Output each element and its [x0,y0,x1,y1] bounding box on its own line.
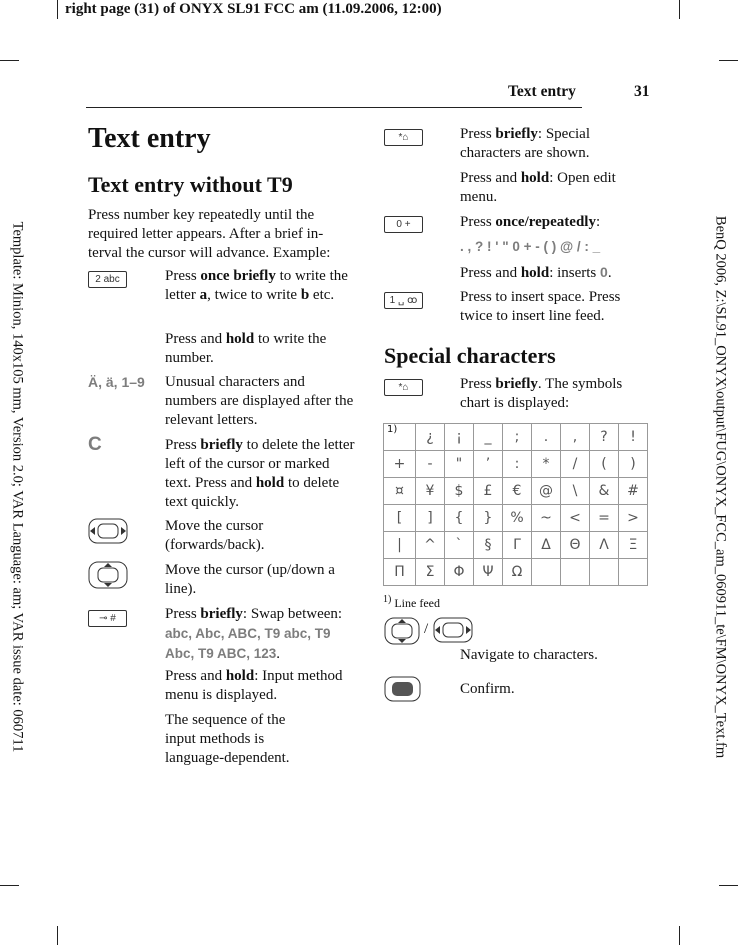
key-2-icon: 2 abc [88,271,127,288]
hash-hold-description: Press and hold: Input method menu is displayed. [165,668,343,703]
symbol-cell: , [561,424,590,451]
running-head: Text entry [508,83,576,100]
symbol-cell: ` [445,532,474,559]
symbol-cell: } [474,505,503,532]
footnote: $^{1)}$ Line feed [383,594,440,610]
one-description: Press to insert space. Press twice to insert line feed. [460,289,621,324]
symbol-cell: Φ [445,559,474,586]
symbol-cell: | [384,532,416,559]
nav-left-right-icon [88,518,128,544]
zero-key-icon: 0 + [384,216,423,233]
symbol-cell: & [590,478,619,505]
symbols-chart [383,423,648,586]
nav-up-down-icon [88,561,128,589]
umlaut-description: Unusual characters and numbers are displayed after the relevant letters. [165,374,354,428]
symbol-cell: > [619,505,648,532]
symbol-cell: Ξ [619,532,648,559]
symbol-cell [532,559,561,586]
symbols-row [384,478,648,505]
symbol-cell: = [590,505,619,532]
symbol-cell: ¤ [384,478,416,505]
crop-mark [679,0,680,19]
symbol-cell: < [561,505,590,532]
symbol-cell: @ [532,478,561,505]
symbol-cell: Λ [590,532,619,559]
crop-mark [719,60,738,61]
nav-left-right-icon [433,617,473,643]
key-2-description: Press once briefly to write the letter a, twice to write b etc. [165,268,348,303]
symbol-cell: ¥ [416,478,445,505]
zero-description: Press once/repeatedly: [460,214,601,230]
special-star-description: Press briefly. The symbols chart is displayed: [460,376,623,411]
star-description: Press briefly: Special characters are shown. [460,126,590,161]
intro-paragraph: Press number key repeatedly until the required letter appears. After a brief in-terval the cursor will advance. Example: [88,207,331,261]
hash-sequence-note: The sequence of the input methods is language-dependent. [165,712,290,766]
nav-up-down-description: Move the cursor (up/down a line). [165,562,335,597]
zero-hold-description: Press and hold: inserts 0. [460,264,612,281]
symbol-cell: ] [416,505,445,532]
symbol-cell: \ [561,478,590,505]
crop-mark [0,60,19,61]
clear-key-label: C [88,434,102,455]
symbol-cell: Δ [532,532,561,559]
hash-key-icon: ⊸ # [88,610,127,627]
symbols-row [384,451,648,478]
symbol-cell: § [474,532,503,559]
symbol-cell [619,559,648,586]
star-key-icon-special: *⌂ [384,379,423,396]
symbol-cell: _ [474,424,503,451]
symbol-cell: 1) [384,424,416,451]
symbol-cell: ~ [532,505,561,532]
symbol-cell: " [445,451,474,478]
symbol-cell: Γ [503,532,532,559]
symbol-cell: Π [384,559,416,586]
nav-up-down-icon [384,617,420,645]
section-title: Text entry without T9 [88,172,293,197]
symbol-cell: £ [474,478,503,505]
symbol-cell: ’ [474,451,503,478]
input-modes-list: abc, Abc, ABC, T9 abc, T9 Abc, T9 ABC, 123 [165,626,331,661]
page-number: 31 [634,83,650,100]
symbol-cell: ; [503,424,532,451]
symbol-cell: € [503,478,532,505]
file-path-side-text: BenQ 2006, Z:\SL91_ONYX\output\FUG\ONYX_FCC_am_060911_te\FM\ONYX_Text.fm [712,215,729,759]
zero-characters: . , ? ! ' " 0 + - ( ) @ / : _ [460,239,601,254]
symbol-cell: Ω [503,559,532,586]
symbol-cell: { [445,505,474,532]
crop-mark [57,926,58,945]
center-key-icon [384,676,421,702]
symbol-cell: ^ [416,532,445,559]
symbol-cell: ( [590,451,619,478]
symbol-cell: Σ [416,559,445,586]
star-hold-description: Press and hold: Open edit menu. [460,170,616,205]
symbols-row [384,532,648,559]
template-side-text: Template: Minion, 140x105 mm, Version 2.0; VAR Language: am; VAR issue date: 060711 [9,221,26,753]
symbols-row [384,505,648,532]
clear-description: Press briefly to delete the letter left of the cursor or marked text. Press and hold to delete text quickly. [165,437,355,510]
symbol-cell: ¿ [416,424,445,451]
symbol-cell [561,559,590,586]
nav-left-right-description: Move the cursor (forwards/back). [165,518,265,553]
page-title: Text entry [88,123,211,154]
symbol-cell: $ [445,478,474,505]
symbol-cell: / [561,451,590,478]
one-key-icon: 1 ␣ ꝏ [384,292,423,309]
crop-mark [679,926,680,945]
symbol-cell: + [384,451,416,478]
symbols-row [384,424,648,451]
symbol-cell: ) [619,451,648,478]
symbol-cell: - [416,451,445,478]
nav-separator: / [424,621,429,637]
print-header: right page (31) of ONYX SL91 FCC am (11.09.2006, 12:00) [65,1,442,17]
symbol-cell: ¡ [445,424,474,451]
symbol-cell: Θ [561,532,590,559]
navigate-description: Navigate to characters. [460,647,598,663]
umlaut-key-label: Ä, ä, 1–9 [88,374,145,390]
symbol-cell: : [503,451,532,478]
symbol-cell: ? [590,424,619,451]
symbols-row [384,559,648,586]
symbol-cell: Ψ [474,559,503,586]
header-rule [86,107,582,108]
symbol-cell: * [532,451,561,478]
symbol-cell: [ [384,505,416,532]
symbol-cell: ! [619,424,648,451]
symbol-cell: # [619,478,648,505]
key-2-hold-description: Press and hold to write the number. [165,331,327,366]
hash-description: Press briefly: Swap between: abc, Abc, ABC, T9 abc, T9 Abc, T9 ABC, 123. [165,606,343,662]
symbol-cell: . [532,424,561,451]
section-title-special: Special characters [384,343,556,368]
star-key-icon: *⌂ [384,129,423,146]
crop-mark [57,0,58,19]
confirm-description: Confirm. [460,681,515,697]
symbol-cell: % [503,505,532,532]
symbol-cell [590,559,619,586]
